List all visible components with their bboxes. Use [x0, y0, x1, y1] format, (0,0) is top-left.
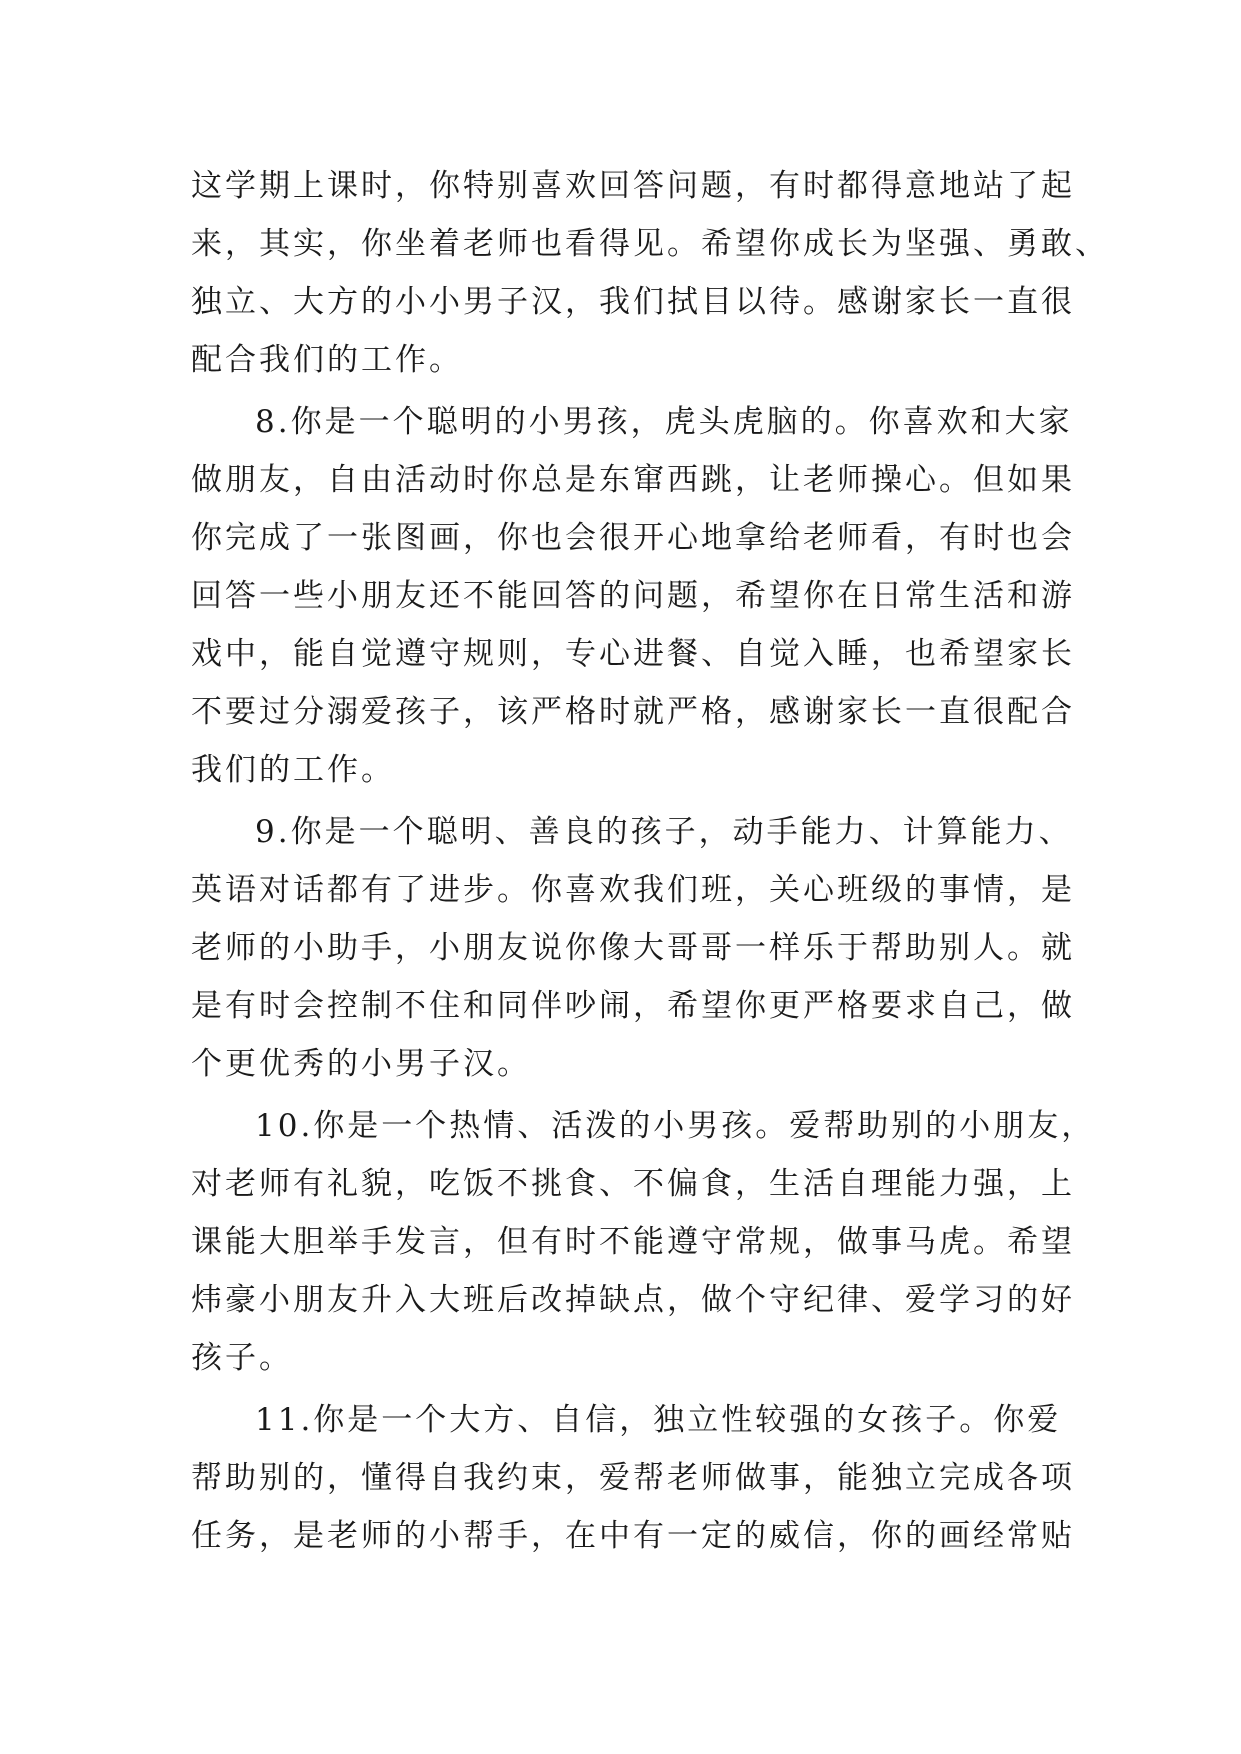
paragraph-4-line-0: 11.你是一个大方、自信，独立性较强的女孩子。你爱 — [255, 1402, 1062, 1438]
paragraph-1-line-0: 8.你是一个聪明的小男孩，虎头虎脑的。你喜欢和大家 — [255, 404, 1073, 440]
paragraph-2-line-1: 英语对话都有了进步。你喜欢我们班，关心班级的事情，是 — [191, 872, 1075, 908]
paragraph-1-line-5: 不要过分溺爱孩子，该严格时就严格，感谢家长一直很配合 — [191, 694, 1075, 730]
paragraph-1-line-1: 做朋友，自由活动时你总是东窜西跳，让老师操心。但如果 — [191, 462, 1075, 498]
paragraph-2-line-0: 9.你是一个聪明、善良的孩子，动手能力、计算能力、 — [255, 814, 1073, 850]
paragraph-1-line-4: 戏中，能自觉遵守规则，专心进餐、自觉入睡，也希望家长 — [191, 636, 1075, 672]
paragraph-0-line-1: 来，其实，你坐着老师也看得见。希望你成长为坚强、勇敢、 — [191, 226, 1109, 262]
paragraph-1-line-3: 回答一些小朋友还不能回答的问题，希望你在日常生活和游 — [191, 578, 1075, 614]
paragraph-0-line-3: 配合我们的工作。 — [191, 342, 463, 378]
paragraph-0-line-2: 独立、大方的小小男子汉，我们拭目以待。感谢家长一直很 — [191, 284, 1075, 320]
paragraph-1-line-2: 你完成了一张图画，你也会很开心地拿给老师看，有时也会 — [191, 520, 1075, 556]
paragraph-4-line-1: 帮助别的，懂得自我约束，爱帮老师做事，能独立完成各项 — [191, 1460, 1075, 1496]
paragraph-3-line-2: 课能大胆举手发言，但有时不能遵守常规，做事马虎。希望 — [191, 1224, 1075, 1260]
paragraph-1-line-6: 我们的工作。 — [191, 752, 395, 788]
paragraph-3-line-1: 对老师有礼貌，吃饭不挑食、不偏食，生活自理能力强，上 — [191, 1166, 1075, 1202]
paragraph-0-line-0: 这学期上课时，你特别喜欢回答问题，有时都得意地站了起 — [191, 168, 1075, 204]
paragraph-2-line-2: 老师的小助手，小朋友说你像大哥哥一样乐于帮助别人。就 — [191, 930, 1075, 966]
paragraph-3-line-3: 炜豪小朋友升入大班后改掉缺点，做个守纪律、爱学习的好 — [191, 1282, 1075, 1318]
paragraph-2-line-3: 是有时会控制不住和同伴吵闹，希望你更严格要求自己，做 — [191, 988, 1075, 1024]
paragraph-3-line-4: 孩子。 — [191, 1340, 293, 1376]
paragraph-4-line-2: 任务，是老师的小帮手，在中有一定的威信，你的画经常贴 — [191, 1518, 1075, 1554]
paragraph-2-line-4: 个更优秀的小男子汉。 — [191, 1046, 531, 1082]
paragraph-3-line-0: 10.你是一个热情、活泼的小男孩。爱帮助别的小朋友， — [255, 1108, 1096, 1144]
